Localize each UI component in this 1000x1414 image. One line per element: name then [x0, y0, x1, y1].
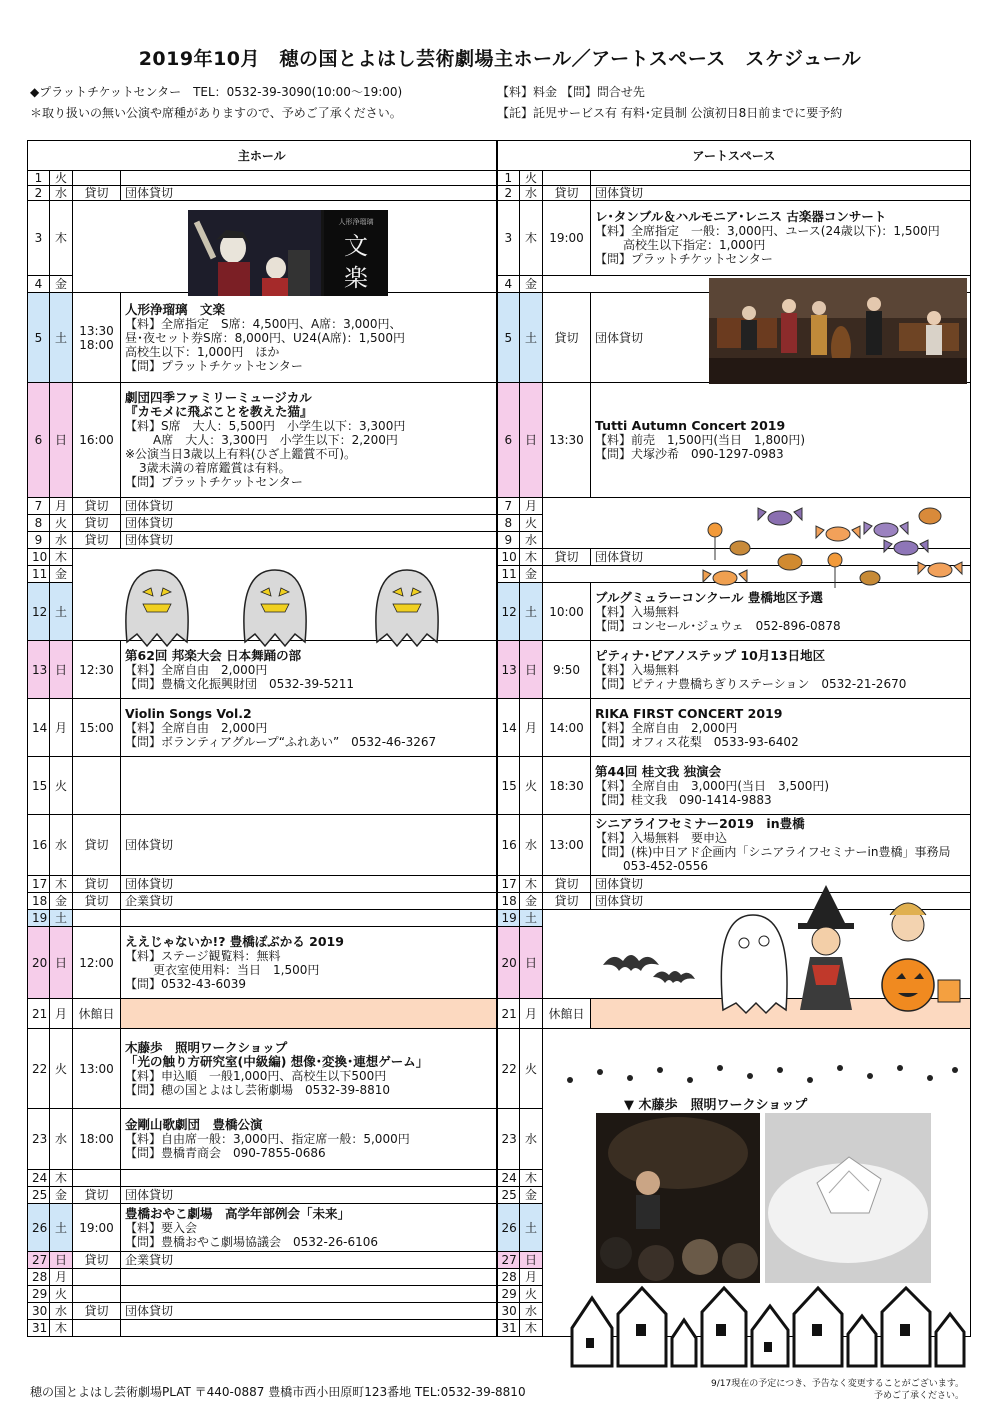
day-number: 15: [497, 757, 520, 815]
event-time: 19:00: [543, 201, 591, 276]
weekday: 水: [520, 1303, 543, 1320]
notice-text: ＊取り扱いの無い公演や席種がありますので、予めご了承ください。: [30, 106, 402, 120]
status-cell: 貸切: [543, 893, 591, 910]
event-time: 15:00: [73, 699, 121, 757]
day-number: 20: [497, 927, 520, 999]
day-number: 8: [28, 515, 50, 532]
day-number: 24: [28, 1170, 50, 1187]
event-line: 【問】0532-43-6039: [125, 976, 247, 991]
weekday: 火: [520, 1286, 543, 1303]
day-number: 22: [497, 1029, 520, 1109]
weekday: 土: [50, 910, 73, 927]
event-time: 14:00: [543, 699, 591, 757]
status-cell: 貸切: [73, 893, 121, 910]
event-time: 13:30: [543, 383, 591, 498]
event-detail-art: [591, 201, 971, 276]
day-row: [28, 815, 971, 876]
main-hall-header: 主ホール: [28, 141, 497, 171]
booking-cell: 団体貸切: [121, 876, 497, 893]
bunraku-photo: [188, 210, 388, 296]
event-time: 13:00: [543, 815, 591, 876]
day-number: 18: [28, 893, 50, 910]
day-row: [28, 699, 971, 757]
weekday: 水: [520, 1109, 543, 1170]
event-line: 【料】自由席一般：3,000円、指定席一般：5,000円: [125, 1132, 410, 1146]
closed-day-label: 休館日: [73, 999, 121, 1029]
event-time: 16:00: [73, 383, 121, 498]
booking-cell: 企業貸切: [121, 893, 497, 910]
booking-cell: 団体貸切: [121, 498, 497, 515]
day-number: 2: [28, 186, 50, 201]
day-number: 19: [28, 910, 50, 927]
event-line: 【問】ボランティアグループ“ふれあい” 0532-46-3267: [125, 734, 437, 749]
weekday: 火: [50, 515, 73, 532]
status-cell: 貸切: [73, 876, 121, 893]
booking-cell: 団体貸切: [121, 1187, 497, 1204]
event-line: 更衣室使用料：当日 1,500円: [153, 962, 320, 977]
event-title: 第62回 邦楽大会 日本舞踊の部: [125, 647, 302, 663]
day-number: 31: [28, 1320, 50, 1337]
weekday: 金: [50, 1187, 73, 1204]
event-title: 「光の触り方研究室(中級編) 想像･変換･連想ゲーム」: [125, 1053, 429, 1069]
event-line: 【問】コンセール･ジュウェ 052-896-0878: [595, 618, 841, 633]
event-line: 【問】豊橋おやこ劇場協議会 0532-26-6106: [125, 1234, 379, 1249]
day-number: 6: [28, 383, 50, 498]
weekday: 金: [50, 276, 73, 293]
weekday: 金: [520, 276, 543, 293]
closed-day-label: 休館日: [543, 999, 591, 1029]
weekday: 火: [520, 515, 543, 532]
day-number: 19: [497, 910, 520, 927]
footer-note-line2: 予めご了承ください。: [873, 1391, 964, 1401]
weekday: 金: [50, 566, 73, 583]
event-detail-main: [121, 1029, 497, 1109]
event-title: ええじゃないか!? 豊橋ぽぶかる 2019: [125, 933, 344, 949]
event-line: 【料】入場無料 要申込: [595, 831, 728, 845]
weekday: 火: [50, 171, 73, 186]
weekday: 木: [50, 201, 73, 276]
status-cell: 貸切: [73, 532, 121, 549]
event-line: 【料】全席自由 3,000円(当日 3,500円): [595, 778, 830, 793]
day-number: 14: [28, 699, 50, 757]
day-number: 9: [28, 532, 50, 549]
booking-cell: 団体貸切: [121, 815, 497, 876]
day-number: 12: [28, 583, 50, 641]
day-number: 27: [28, 1252, 50, 1269]
day-number: 5: [28, 293, 50, 383]
weekday: 月: [50, 999, 73, 1029]
event-line: 【問】プラットチケットセンター: [125, 358, 303, 373]
day-number: 11: [497, 566, 520, 583]
status-cell: 貸切: [73, 1303, 121, 1320]
weekday: 火: [50, 1286, 73, 1303]
event-detail-main: [121, 927, 497, 999]
event-detail-main: [121, 293, 497, 383]
event-line: 【料】ステージ観覧料：無料: [125, 948, 281, 963]
day-row: [28, 201, 971, 276]
day-number: 9: [497, 532, 520, 549]
event-line: 【料】要入会: [125, 1220, 198, 1235]
day-row: [28, 383, 971, 498]
day-number: 28: [28, 1269, 50, 1286]
event-line: 【問】プラットチケットセンター: [595, 252, 773, 266]
weekday: 水: [520, 815, 543, 876]
weekday: 木: [50, 1170, 73, 1187]
day-number: 23: [28, 1109, 50, 1170]
legend-fee-contact: 【料】料金 【問】問合せ先: [497, 85, 645, 99]
day-number: 3: [497, 201, 520, 276]
event-time: 13:00: [73, 1029, 121, 1109]
event-line: 高校生以下：1,000円 ほか: [125, 344, 280, 359]
event-line: 【問】穂の国とよはし芸術劇場 0532-39-8810: [125, 1082, 391, 1097]
event-title: レ･タンブル＆ハルモニア･レニス 古楽器コンサート: [595, 209, 887, 224]
footer-note: [711, 1378, 964, 1402]
booking-cell: 団体貸切: [591, 186, 971, 201]
weekday: 月: [50, 699, 73, 757]
event-detail-main: [121, 383, 497, 498]
day-number: 29: [497, 1286, 520, 1303]
event-line: 【問】豊橋文化振興財団 0532-39-5211: [125, 676, 355, 691]
weekday: 木: [520, 201, 543, 276]
status-cell: 貸切: [543, 549, 591, 566]
event-time: 10:00: [543, 583, 591, 641]
event-detail-art: [591, 815, 971, 876]
status-cell: 貸切: [73, 1187, 121, 1204]
haunted-houses-illustration: [566, 1284, 966, 1370]
weekday: 水: [50, 532, 73, 549]
weekday: 火: [520, 171, 543, 186]
weekday: 木: [520, 1170, 543, 1187]
day-number: 4: [28, 276, 50, 293]
bunraku-logo-char2: 楽: [344, 264, 368, 292]
weekday: 土: [50, 293, 73, 383]
event-line: 053-452-0556: [623, 859, 709, 873]
event-time: 12:30: [73, 641, 121, 699]
day-number: 16: [28, 815, 50, 876]
weekday: 火: [520, 1029, 543, 1109]
weekday: 月: [50, 498, 73, 515]
day-number: 3: [28, 201, 50, 276]
event-title: Violin Songs Vol.2: [125, 705, 252, 721]
workshop-photo-2: [765, 1113, 931, 1283]
weekday: 日: [50, 927, 73, 999]
baroque-concert-photo: [709, 278, 967, 384]
day-number: 10: [497, 549, 520, 566]
event-title: Tutti Autumn Concert 2019: [595, 418, 786, 433]
event-line: 【問】犬塚沙希 090-1297-0983: [595, 447, 784, 461]
status-cell: 貸切: [73, 186, 121, 201]
day-number: 21: [497, 999, 520, 1029]
day-number: 15: [28, 757, 50, 815]
event-time: 12:00: [73, 927, 121, 999]
weekday: 日: [50, 1252, 73, 1269]
day-number: 29: [28, 1286, 50, 1303]
art-space-header: アートスペース: [497, 141, 971, 171]
event-detail-art: [591, 641, 971, 699]
day-number: 11: [28, 566, 50, 583]
event-line: 【料】入場無料: [595, 604, 680, 619]
ticket-center-info: ◆プラットチケットセンター TEL：0532-39-3090(10:00～19:00): [30, 85, 403, 99]
day-number: 27: [497, 1252, 520, 1269]
status-cell: 貸切: [543, 186, 591, 201]
day-number: 13: [497, 641, 520, 699]
event-detail-art: [591, 757, 971, 815]
event-title: 『カモメに飛ぶことを教えた猫』: [125, 404, 313, 419]
event-line: A席 大人：3,300円 小学生以下：2,200円: [153, 433, 398, 447]
weekday: 土: [50, 1204, 73, 1252]
weekday: 木: [50, 1320, 73, 1337]
event-detail-main: [121, 1204, 497, 1252]
event-line: 【料】全席自由 2,000円: [125, 662, 268, 677]
event-time: 9:50: [543, 641, 591, 699]
weekday: 水: [520, 186, 543, 201]
event-title: ピティナ･ピアノステップ 10月13日地区: [595, 647, 826, 663]
day-number: 30: [497, 1303, 520, 1320]
weekday: 月: [520, 699, 543, 757]
day-number: 31: [497, 1320, 520, 1337]
weekday: 土: [520, 1204, 543, 1252]
weekday: 火: [520, 757, 543, 815]
weekday: 日: [520, 927, 543, 999]
day-number: 30: [28, 1303, 50, 1320]
day-number: 20: [28, 927, 50, 999]
footer-address: 穂の国とよはし芸術劇場PLAT 〒440-0887 豊橋市西小田原町123番地 TEL:0532-39-8810: [30, 1385, 526, 1399]
booking-cell: 企業貸切: [121, 1252, 497, 1269]
ghost-illustrations: [115, 562, 475, 652]
weekday: 日: [50, 641, 73, 699]
day-number: 17: [28, 876, 50, 893]
day-number: 28: [497, 1269, 520, 1286]
event-title: 劇団四季ファミリーミュージカル: [125, 390, 312, 405]
event-detail-main: [121, 699, 497, 757]
weekday: 木: [520, 876, 543, 893]
status-cell: 貸切: [543, 293, 591, 383]
bunraku-logo-small: 人形浄瑠璃: [338, 218, 374, 226]
event-title: 豊橋おやこ劇場 高学年部例会「未来」: [125, 1205, 351, 1221]
day-number: 10: [28, 549, 50, 566]
weekday: 月: [520, 999, 543, 1029]
weekday: 土: [50, 583, 73, 641]
day-number: 6: [497, 383, 520, 498]
weekday: 水: [50, 1109, 73, 1170]
page-title: 2019年10月 穂の国とよはし芸術劇場主ホール／アートスペース スケジュール: [138, 48, 862, 70]
event-time: 19:00: [73, 1204, 121, 1252]
day-number: 24: [497, 1170, 520, 1187]
day-number: 1: [497, 171, 520, 186]
legend-childcare: 【託】託児サービス有 有料･定員制 公演初日8日前までに要予約: [497, 106, 843, 120]
weekday: 日: [520, 383, 543, 498]
day-number: 23: [497, 1109, 520, 1170]
weekday: 金: [50, 893, 73, 910]
event-title: 木藤歩 照明ワークショップ: [125, 1039, 288, 1055]
day-number: 25: [497, 1187, 520, 1204]
status-cell: 貸切: [73, 815, 121, 876]
weekday: 土: [520, 293, 543, 383]
weekday: 木: [520, 549, 543, 566]
event-detail-main: [121, 1109, 497, 1170]
weekday: 日: [520, 1252, 543, 1269]
event-line: 【問】プラットチケットセンター: [125, 475, 303, 489]
booking-cell: 団体貸切: [591, 876, 971, 893]
weekday: 日: [50, 383, 73, 498]
day-number: 16: [497, 815, 520, 876]
event-time: 18:00: [73, 1109, 121, 1170]
weekday: 木: [50, 549, 73, 566]
day-row: [28, 171, 971, 186]
day-row: [28, 757, 971, 815]
booking-cell: 団体貸切: [121, 532, 497, 549]
day-number: 7: [28, 498, 50, 515]
event-title: RIKA FIRST CONCERT 2019: [595, 705, 783, 721]
day-number: 25: [28, 1187, 50, 1204]
candy-illustrations: [700, 500, 968, 592]
event-time: 13:30 18:00: [73, 293, 121, 383]
day-number: 7: [497, 498, 520, 515]
day-number: 26: [28, 1204, 50, 1252]
status-cell: 貸切: [543, 876, 591, 893]
event-line: 【料】S席 大人：5,500円 小学生以下：3,300円: [125, 419, 406, 433]
day-number: 14: [497, 699, 520, 757]
bunraku-logo-char1: 文: [344, 232, 368, 260]
status-cell: 貸切: [73, 498, 121, 515]
day-number: 22: [28, 1029, 50, 1109]
weekday: 金: [520, 566, 543, 583]
weekday: 月: [520, 1269, 543, 1286]
day-number: 8: [497, 515, 520, 532]
event-line: 【問】オフィス花梨 0533-93-6402: [595, 734, 799, 749]
event-line: 昼･夜セット券S席：8,000円、U24(A席)：1,500円: [125, 330, 405, 345]
status-cell: 貸切: [73, 1252, 121, 1269]
weekday: 土: [520, 910, 543, 927]
weekday: 火: [50, 757, 73, 815]
weekday: 金: [520, 1187, 543, 1204]
weekday: 水: [520, 532, 543, 549]
footer-note-line1: 9/17現在の予定につき、予告なく変更することがございます。: [711, 1379, 964, 1389]
event-line: 【料】入場無料: [595, 662, 680, 677]
event-title: ブルグミュラーコンクール 豊橋地区予選: [595, 589, 823, 605]
weekday: 火: [50, 1029, 73, 1109]
weekday: 日: [520, 641, 543, 699]
day-number: 1: [28, 171, 50, 186]
event-detail-art: [591, 699, 971, 757]
weekday: 月: [520, 498, 543, 515]
day-number: 18: [497, 893, 520, 910]
day-row: [28, 186, 971, 201]
event-line: 【料】申込順 一般1,000円、高校生以下500円: [125, 1068, 387, 1083]
event-line: 【料】全席指定 一般：3,000円、ユース(24歳以下)：1,500円: [595, 224, 940, 238]
dot-decoration: [560, 1058, 960, 1088]
weekday: 木: [520, 1320, 543, 1337]
event-line: ※公演当日3歳以上有料(ひざ上鑑賞不可)。: [125, 447, 357, 461]
event-line: 【料】前売 1,500円(当日 1,800円): [595, 433, 806, 447]
booking-cell: 団体貸切: [121, 1303, 497, 1320]
weekday: 金: [520, 893, 543, 910]
day-number: 5: [497, 293, 520, 383]
day-number: 4: [497, 276, 520, 293]
event-line: 【料】全席指定 S席：4,500円、A席：3,000円、: [125, 316, 402, 331]
event-line: 【料】全席自由 2,000円: [125, 720, 268, 735]
weekday: 土: [520, 583, 543, 641]
booking-cell: 団体貸切: [121, 515, 497, 532]
day-number: 12: [497, 583, 520, 641]
halloween-illustration: [598, 885, 968, 1020]
status-cell: 貸切: [73, 515, 121, 532]
event-title: 金剛山歌劇団 豊橋公演: [125, 1117, 263, 1132]
event-title: 第44回 桂文我 独演会: [595, 763, 722, 779]
day-number: 26: [497, 1204, 520, 1252]
event-line: 【問】(株)中日アド企画内「シニアライフセミナーin豊橋」事務局: [595, 845, 951, 859]
event-title: シニアライフセミナー2019 in豊橋: [595, 816, 805, 831]
day-number: 17: [497, 876, 520, 893]
booking-cell: 団体貸切: [591, 293, 971, 383]
day-number: 2: [497, 186, 520, 201]
event-time: 18:30: [543, 757, 591, 815]
weekday: 水: [50, 815, 73, 876]
event-line: 【問】豊橋青商会 090-7855-0686: [125, 1146, 326, 1160]
event-line: 高校生以下指定：1,000円: [623, 238, 766, 252]
event-line: 【料】全席自由 2,000円: [595, 720, 738, 735]
weekday: 水: [50, 186, 73, 201]
weekday: 月: [50, 1269, 73, 1286]
workshop-photo-1: [596, 1113, 760, 1283]
workshop-caption: ▼ 木藤歩 照明ワークショップ: [624, 1098, 808, 1113]
booking-cell: 団体貸切: [591, 893, 971, 910]
weekday: 木: [50, 876, 73, 893]
weekday: 水: [50, 1303, 73, 1320]
day-number: 21: [28, 999, 50, 1029]
event-line: 3歳未満の着席鑑賞は有料。: [139, 461, 291, 475]
event-detail-art: [591, 383, 971, 498]
booking-cell: 団体貸切: [121, 186, 497, 201]
booking-cell: 団体貸切: [591, 549, 971, 566]
day-number: 13: [28, 641, 50, 699]
event-line: 【問】ピティナ豊橋ちぎりステーション 0532-21-2670: [595, 676, 907, 691]
event-title: 人形浄瑠璃 文楽: [125, 301, 226, 317]
event-line: 【問】桂文我 090-1414-9883: [595, 792, 772, 807]
